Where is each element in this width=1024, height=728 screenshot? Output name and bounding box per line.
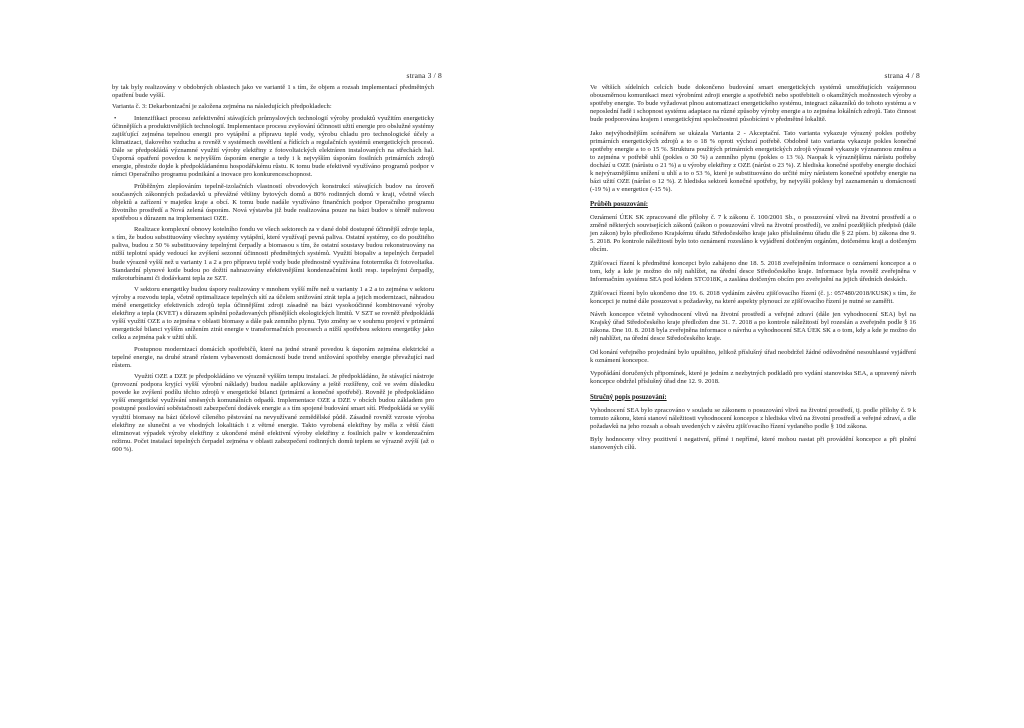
page-3-body bbox=[112, 84, 434, 457]
section-heading-prubeh: Průběh posuzování: bbox=[590, 201, 648, 209]
paragraph: Oznámení ÚEK SK zpracované dle přílohy č. 7 k zákonu č. 100/2001 Sb., o posuzování vlivů na životní prostředí a o změně některých souvisejících zákonů (zákon o posuzování vlivů na životní prostředí), ve znění pozdějších předpisů (dále jen zákon) bylo předloženo Krajskému úřadu Středočeského kraje jako příslušnému úřadu dle § 22 písm. b) zákona dne 9. 5. 2018. Po kontrole náležitostí bylo toto oznámení rozesláno k vyjádření dotčeným orgánům, dotčenému kraji a dotčeným obcím. bbox=[590, 214, 916, 254]
paragraph: Průběžným zlepšováním tepelně-izolačních vlastností obvodových konstrukcí stávajících budov na úroveň současných zákonných požadavků u převážné většiny bytových domů a 80% rodinných domů v kraji, včetně všech objektů a zařízení v majetku kraje a obcí. K tomu bude nadále využíváno finančních podpor Operačního programu životního prostředí a Nová zelená úsporám. Nová výstavba již bude realizována pouze na bázi budov s téměř nulovou spotřebou s důrazem na implementaci OZE. bbox=[112, 182, 434, 222]
paragraph: Ve větších sídelních celcích bude dokončeno budování smart energetických systémů umožňujících vzájemnou obousměrnou komunikaci mezi výrobními zdroji energie a spotřebiči nebo spotřebiteli o okamžitých možnostech výroby a spotřeby energie. To bude vyžadovat plnou automatizaci energetického systému, integraci zákazníků do tohoto systému a v neposlední řadě i schopnost systému adaptace na různé způsoby výroby energie a to zejména lokálních zdrojů. Tato činnost bude podporována krajem i energetickými společnostmi působícími v předmětné lokalitě. bbox=[590, 84, 916, 124]
paragraph: Vyhodnocení SEA bylo zpracováno v souladu se zákonem o posuzování vlivů na životní prostředí, tj. podle přílohy č. 9 k tomuto zákonu, která stanoví náležitosti vyhodnocení koncepce z hlediska vlivů na životní prostředí a veřejné zdraví, a dle požadavků na jeho rozsah a obsah uvedených v závěru zjišťovacího řízení vydaného podle § 10d zákona. bbox=[590, 406, 916, 430]
bullet-icon: • bbox=[114, 114, 117, 122]
paragraph: Od konání veřejného projednání bylo upuštěno, jelikož příslušný úřad neobdržel žádné odůvodněné nesouhlasné vyjádření k oznámení koncepce. bbox=[590, 348, 916, 364]
paragraph: Byly hodnoceny vlivy pozitivní i negativní, přímé i nepřímé, které mohou nastat při provádění koncepce a při plnění stanovených cílů. bbox=[590, 436, 916, 452]
page-4-body bbox=[590, 84, 916, 458]
bullet-item bbox=[112, 115, 434, 179]
paragraph: Využití OZE a DZE je předpokládáno ve výrazně vyšším tempu instalací. Je předpokládáno, že stávající nástroje (provozní podpora kryjící vyšší výrobní náklady) budou nadále aplikovány a ještě rozšířeny, což ve svém důsledku povede ke zvýšení podílu těchto zdrojů v energetické bilanci (primární a konečné spotřebě). Rovněž je předpokládáno vyšší energetické využívání směsných komunálních odpadů. Implementace OZE a DZE v obcích budou základem pro postupné posilování soběstačnosti zabezpečení dodávek energie a s tím spojené budování smart sítí. Předpokládá se vyšší využití biomasy na bázi účelově cíleného pěstování na nevyužívané zemědělské půdě. Zásadně rovněž vzroste výroba elektřiny ze slunečni a ve vhodných lokalitách i z větrné energie. Takto vyrobená elektřiny by měla z větší části eliminovat výpadek výroby elektřiny z ukončené méně efektivní výroby elektřiny z fosilních paliv v kondenzačním režimu. Počet instalací tepelných čerpadel zejména v oblasti zabezpečení rodinných domů teplem se výrazně zvýší (až o 600 %). bbox=[112, 373, 434, 453]
paragraph: Zjišťovací řízení k předmětné koncepci bylo zahájeno dne 18. 5. 2018 zveřejněním informace o oznámení koncepce a o tom, kdy a kde je možno do něj nahlížet, na úřední desce Středočeského kraje. Informace byla rovněž zveřejněna v Informačním systému SEA pod kódem STC018K, a zaslána dotčeným obcím pro zveřejnění na jejich úředních deskách. bbox=[590, 259, 916, 283]
paragraph: Vypořádání doručených připomínek, které je jedním z nezbytných podkladů pro vydání stanoviska SEA, a upravený návrh koncepce obdržel příslušný úřad dne 12. 9. 2018. bbox=[590, 370, 916, 386]
section-heading-popis: Stručný popis posuzování: bbox=[590, 393, 667, 401]
variant-3-intro: Varianta č. 3: Dekarbonizační je založena zejména na následujících předpokladech: bbox=[112, 103, 332, 111]
paragraph: V sektoru energetiky budou úspory realizovány v mnohem vyšší míře než u varianty 1 a 2 a to zejména v sektoru výroby a rozvodu tepla, včetně optimalizace tepelných sítí za účelem snižování ztrát tepla a jejich modernizaci, náhradou méně energeticky efektivních zdrojů tepla účinnějšími zdroji zásadně na bázi vysokoúčinné kombinované výroby elektřiny a tepla (KVET) s důrazem splnění požadovaných přísnějších ekologických limitů. V SZT se rovněž předpokládá vyšší využití OZE a to zejména v oblasti biomasy a dále pak zemního plynu. Tyto změny se v souhrnu projeví v primární energetické bilanci vyšším snížením ztrát energie v transformačních procesech a nižší spotřebou sektoru energetiky jako celku a zejména pak v užití uhlí. bbox=[112, 286, 434, 342]
paragraph: Zjišťovací řízení bylo ukončeno dne 19. 6. 2018 vydáním závěru zjišťovacího řízení (č. j.: 057480/2018/KUSK) s tím, že koncepci je nutné dále posuzovat s požadavky, na které aspekty plynoucí ze zjišťovacího řízení je nutné se zaměřit. bbox=[590, 289, 916, 305]
paragraph: by tak byly realizovány v obdobných oblastech jako ve variantě 1 s tím, že objem a rozsah implementací předmětných opatření bude vyšší. bbox=[112, 84, 434, 100]
page-number: strana 3 / 8 bbox=[406, 71, 442, 80]
page-number: strana 4 / 8 bbox=[884, 71, 920, 80]
paragraph: Jako nejvýhodnějším scénářem se ukázala Varianta 2 - Akceptační. Tato varianta vykazuje výrazný pokles potřeby primárních energetických zdrojů a to o 18 % oproti výchozí potřebě. Obdobně tato varianta vykazuje pokles konečné spotřeby energie a to o 15 %. Struktura použitých primárních energetických zdrojů výrazně vykazuje významnou změnu a to zejména v potřebě uhlí (pokles o 30 %) a zemního plynu (pokles o 13 %). Naopak k výraznějšímu nárůstu potřeby dochází u OZE (nárůstu o 21 %) a u výroby elektřiny z OZE (nárůst o 23 %). Z hlediska konečné spotřeby energie dochází k nejvýraznějšímu snížení u uhlí a to o 53 %, které je substituováno do určité míry nárůstem konečné spotřeby energie na bázi užití OZE (nárůst o 12 %). Z hlediska sektorů konečné spotřeby, by nejvyšší poklesy byl zaznamenán u domácností (-19 %) a v energetice (-15 %). bbox=[590, 129, 916, 194]
bullet-text: Intenzifikaci procesu zefektivnění stávajících průmyslových technologií výroby produktů využitím energeticky účinnějších a produktivnějších technologií. Implementace procesu zvyšování účinnosti užití energie pro obslužné systémy zajišťující zejména tepelnou energii pro vytápění a přípravu teplé vody, výrobu chladu pro technologické účely a klimatizaci, tlakového vzduchu a rovněž v systémech osvětlení a řídících a regulačních systémů energetických procesů. Dále se předpokládá významné využití výroby elektřiny z fotovoltaických elektráren instalovaných na střechách hal. Úsporná opatření povedou k nejvyšším úsporám energie a tedy i k nejvyšším úsporám fosilních primárních zdrojů energie, přestože dojde k předpokládanému hospodářskému růstu. K tomu bude efektivně využíváno programů podpor v rámci Operačního programu podnikání a inovace pro konkurenceschopnost. bbox=[112, 114, 434, 179]
page-4 bbox=[512, 0, 1024, 728]
paragraph: Návrh koncepce včetně vyhodnocení vlivů na životní prostředí a veřejné zdraví (dále jen vyhodnocení SEA) byl na Krajský úřad Středočeského kraje předložen dne 31. 7. 2018 a po kontrole náležitostí byl rozeslán a zveřejněn podle § 16 zákona. Dne 10. 8. 2018 byla zveřejněna informace o návrhu a vyhodnocení SEA ÚEK SK a o tom, kdy a kde je možno do něj nahlížet, na úřední desce Středočeského kraje. bbox=[590, 311, 916, 343]
paragraph: Postupnou modernizací domácích spotřebičů, které na jedné straně povedou k úsporám zejména elektrické a tepelné energie, na druhé straně růstem vybavenosti domácností bude trend snižování spotřeby energie převažující nad růstem. bbox=[112, 345, 434, 369]
paragraph: Realizace komplexní obnovy kotelního fondu ve všech sektorech za v dané době dostupné účinnější zdroje tepla, s tím, že budou substituovány všechny systémy vytápění, které využívají pevná paliva. Ostatní systémy, co do použitého paliva, budou z 50 % substituovány tepelnými čerpadly a biomasou s tím, že ostatní soustavy budou rekonstruovány na nižší teplotní spády vedoucí ke zvýšení sezonní účinnosti předmětných systémů. Využití biopaliv a tepelných čerpadel bude výrazně vyšší než u varianty 1 a 2 a pro přípravu teplé vody bude přednostně využívána fototermika či fotovoltaika. Standardní plynové kotle budou po dožití nahrazovány efektivnějšími kondenzačními kotli resp. tepelnými čerpadly, mikroturbínami či dodávkami tepla ze SZT. bbox=[112, 226, 434, 282]
